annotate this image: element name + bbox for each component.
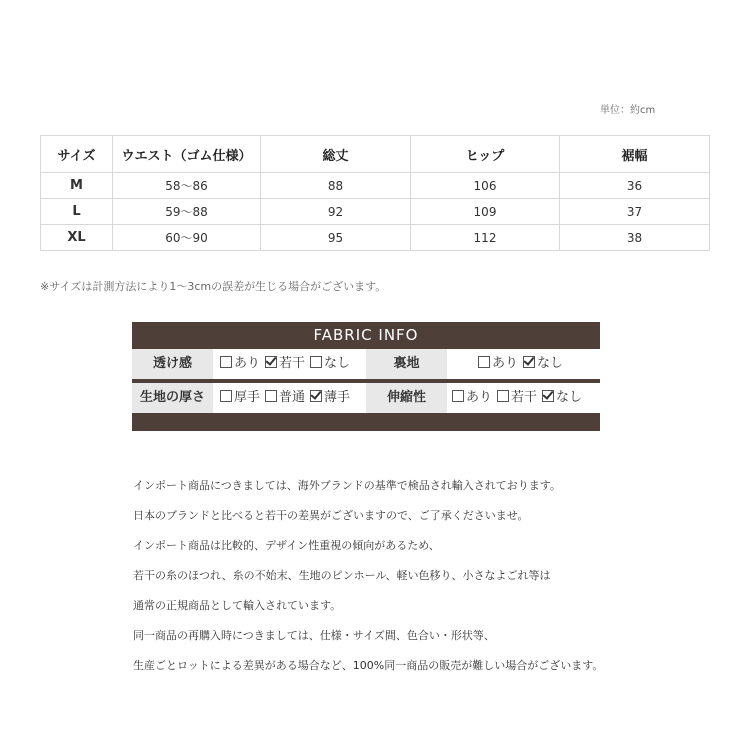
- fabric-option: [452, 383, 492, 413]
- sheer-label: 透け感: [132, 349, 213, 379]
- unchecked-box-icon: [452, 390, 464, 402]
- notice-line: インポート商品は比較的、デザイン性重視の傾向があるため、: [133, 539, 440, 552]
- size-cell: M: [41, 173, 113, 199]
- stretch-label: 伸縮性: [366, 383, 447, 413]
- unchecked-box-icon: [497, 390, 509, 402]
- header-hip: ヒップ: [411, 136, 560, 173]
- fabric-option: [523, 349, 563, 379]
- waist-cell: 58〜86: [113, 173, 261, 199]
- size-measurement-note: ※サイズは計測方法により1〜3cmの誤差が生じる場合がございます。: [40, 280, 387, 293]
- hip-cell: 109: [411, 199, 560, 225]
- fabric-option-label: 普通: [279, 390, 306, 405]
- fabric-option: [220, 383, 260, 413]
- fabric-option-label: なし: [324, 356, 351, 371]
- table-row: [41, 225, 710, 251]
- hip-cell: 112: [411, 225, 560, 251]
- length-cell: 92: [261, 199, 411, 225]
- fabric-option-label: 厚手: [234, 390, 261, 405]
- fabric-option-label: 若干: [279, 356, 306, 371]
- checked-box-icon: [523, 356, 535, 368]
- fabric-row-1: [132, 349, 600, 379]
- sheer-options: [220, 349, 355, 379]
- hem-cell: 38: [560, 225, 710, 251]
- fabric-info-title: FABRIC INFO: [313, 326, 419, 344]
- waist-cell: 59〜88: [113, 199, 261, 225]
- lining-options: [478, 349, 568, 379]
- fabric-option: [310, 349, 350, 379]
- unit-note: 単位：約cm: [600, 105, 656, 116]
- notice-line: 若干の糸のほつれ、糸の不始末、生地のピンホール、軽い色移り、小さなよごれ等は: [133, 569, 551, 582]
- length-cell: 88: [261, 173, 411, 199]
- notice-line: インポート商品につきましては、海外ブランドの基準で検品され輸入されております。: [133, 479, 561, 492]
- table-row: [41, 199, 710, 225]
- notice-line: 生産ごとロットによる差異がある場合など、100%同一商品の販売が難しい場合がございます。: [133, 659, 604, 672]
- size-cell: XL: [41, 225, 113, 251]
- notice-line: 日本のブランドと比べると若干の差異がございますので、ご了承くださいませ。: [133, 509, 529, 522]
- fabric-info-panel: [132, 322, 600, 431]
- fabric-option-label: なし: [537, 356, 564, 371]
- unchecked-box-icon: [265, 390, 277, 402]
- fabric-option-label: 若干: [511, 390, 538, 405]
- size-cell: L: [41, 199, 113, 225]
- checked-box-icon: [265, 356, 277, 368]
- stretch-options: [452, 383, 587, 413]
- hem-cell: 36: [560, 173, 710, 199]
- size-table: [40, 135, 710, 251]
- fabric-option: [478, 349, 518, 379]
- fabric-option: [542, 383, 582, 413]
- fabric-option: [265, 383, 305, 413]
- header-size: サイズ: [41, 136, 113, 173]
- fabric-option: [265, 349, 305, 379]
- unchecked-box-icon: [220, 356, 232, 368]
- fabric-option-label: 薄手: [324, 390, 351, 405]
- header-length: 総丈: [261, 136, 411, 173]
- unchecked-box-icon: [310, 356, 322, 368]
- hip-cell: 106: [411, 173, 560, 199]
- lining-label: 裏地: [366, 349, 447, 379]
- fabric-option: [497, 383, 537, 413]
- unchecked-box-icon: [478, 356, 490, 368]
- header-hem: 裾幅: [560, 136, 710, 173]
- unchecked-box-icon: [220, 390, 232, 402]
- notice-line: 通常の正規商品として輸入されています。: [133, 599, 342, 612]
- notice-line: 同一商品の再購入時につきましては、仕様・サイズ間、色合い・形状等、: [133, 629, 495, 642]
- checked-box-icon: [310, 390, 322, 402]
- length-cell: 95: [261, 225, 411, 251]
- fabric-option-label: あり: [466, 390, 493, 405]
- fabric-row-2: [132, 383, 600, 413]
- hem-cell: 37: [560, 199, 710, 225]
- import-notice: [133, 477, 693, 687]
- thickness-options: [220, 383, 355, 413]
- header-waist: ウエスト（ゴム仕様）: [113, 136, 261, 173]
- checked-box-icon: [542, 390, 554, 402]
- fabric-option-label: なし: [556, 390, 583, 405]
- waist-cell: 60〜90: [113, 225, 261, 251]
- size-table-header: [41, 136, 710, 173]
- fabric-option-label: あり: [234, 356, 261, 371]
- fabric-option: [310, 383, 350, 413]
- table-row: [41, 173, 710, 199]
- fabric-option-label: あり: [492, 356, 519, 371]
- fabric-option: [220, 349, 260, 379]
- thickness-label: 生地の厚さ: [132, 383, 213, 413]
